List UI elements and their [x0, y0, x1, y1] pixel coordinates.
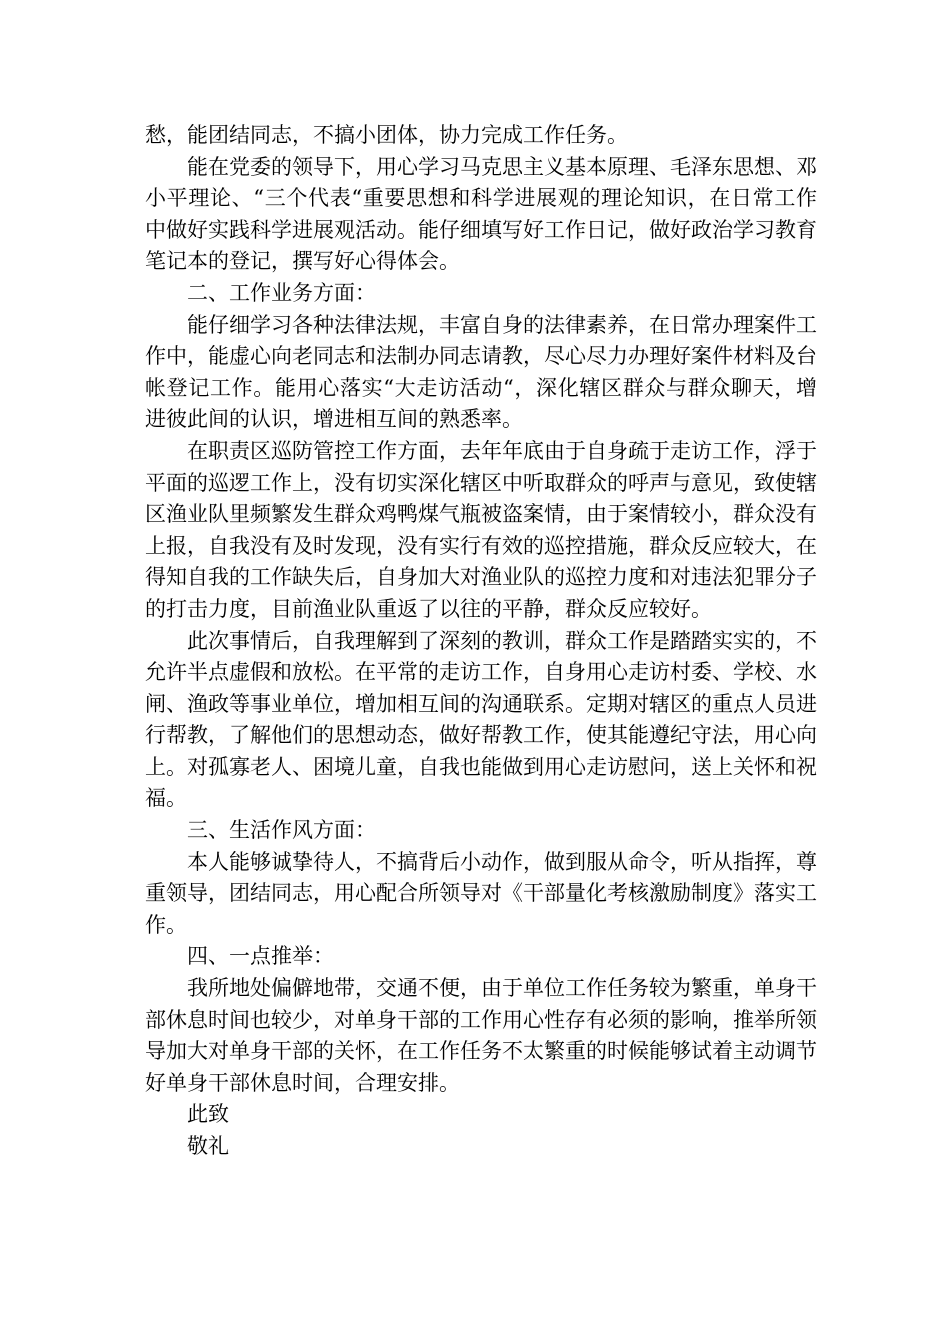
- section-heading-work: 二、工作业务方面：: [187, 280, 376, 305]
- paragraph-conduct: 本人能够诚挚待人，不搞背后小动作，做到服从命令，听从指挥，尊重领导，团结同志，用心配合所领导对《干部量化考核激励制度》落实工作。: [145, 849, 817, 937]
- paragraph-lesson-learned: 此次事情后，自我理解到了深刻的教训，群众工作是踏踏实实的，不允许半点虚假和放松。在平常的走访工作，自身用心走访村委、学校、水闸、渔政等事业单位，增加相互间的沟通联系。定期对辖区的重点人员进行帮教，了解他们的思想动态，做好帮教工作，使其能遵纪守法，用心向上。对孤寡老人、困境儿童，自我也能做到用心走访慰问，送上关怀和祝福。: [145, 628, 817, 811]
- document-body: [145, 120, 817, 1163]
- section-heading-suggestion: 四、一点推举：: [187, 944, 334, 969]
- paragraph-patrol-control: 在职责区巡防管控工作方面，去年年底由于自身疏于走访工作，浮于平面的巡逻工作上，没有切实深化辖区中听取群众的呼声与意见，致使辖区渔业队里频繁发生群众鸡鸭煤气瓶被盗案情，由于案情较小，群众没有上报，自我没有及时发现，没有实行有效的巡控措施，群众反应较大，在得知自我的工作缺失后，自身加大对渔业队的巡控力度和对违法犯罪分子的打击力度，目前渔业队重返了以往的平静，群众反应较好。: [145, 438, 817, 621]
- paragraph-political-study: 能在党委的领导下，用心学习马克思主义基本原理、毛泽东思想、邓小平理论、“三个代表“重要思想和科学进展观的理论知识，在日常工作中做好实践科学进展观活动。能仔细填写好工作日记，做好政治学习教育笔记本的登记，撰写好心得体会。: [145, 154, 817, 274]
- closing-salutation: 此致: [187, 1102, 229, 1127]
- paragraph-suggestion: 我所地处偏僻地带，交通不便，由于单位工作任务较为繁重，单身干部休息时间也较少，对单身干部的工作用心性存有必须的影响，推举所领导加大对单身干部的关怀，在工作任务不太繁重的时候能够试着主动调节好单身干部休息时间，合理安排。: [145, 976, 817, 1095]
- closing-regards: 敬礼: [187, 1134, 229, 1158]
- paragraph-continuation: 愁，能团结同志，不搞小团体，协力完成工作任务。: [145, 123, 628, 147]
- section-heading-life: 三、生活作风方面：: [187, 818, 376, 843]
- paragraph-legal-study: 能仔细学习各种法律法规，丰富自身的法律素养，在日常办理案件工作中，能虚心向老同志和法制办同志请教，尽心尽力办理好案件材料及台帐登记工作。能用心落实“大走访活动“，深化辖区群众与群众聊天，增进彼此间的认识，增进相互间的熟悉率。: [145, 312, 817, 432]
